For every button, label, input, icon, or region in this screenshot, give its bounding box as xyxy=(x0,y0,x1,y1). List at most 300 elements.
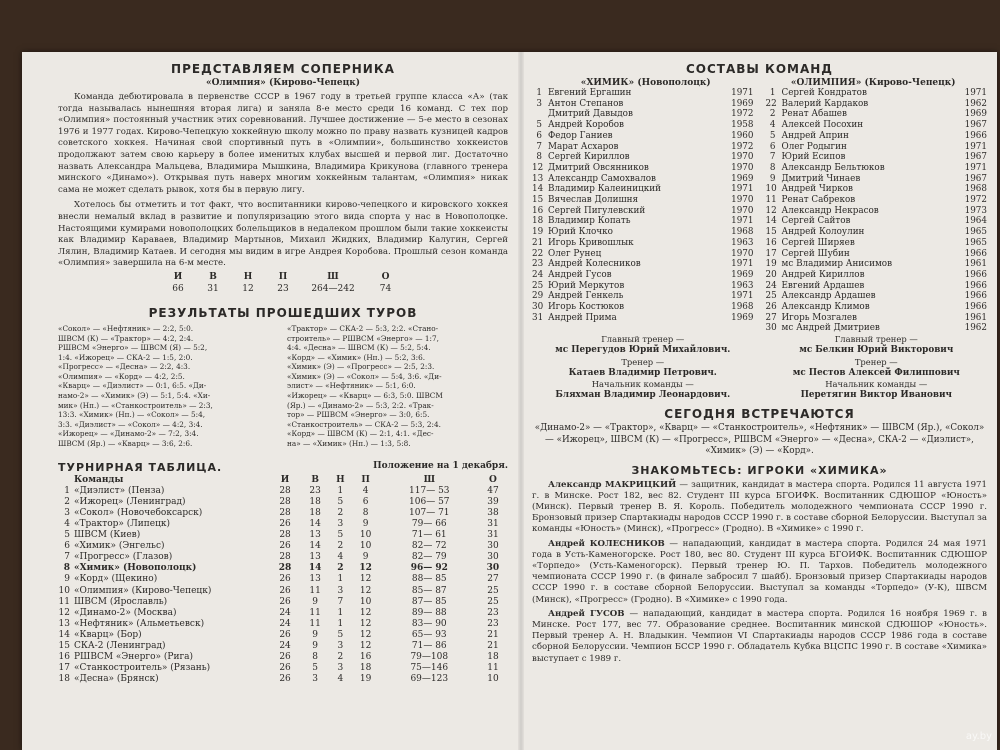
chief-label: Начальник команды — xyxy=(825,378,928,389)
team-name: «Динамо-2» (Москва) xyxy=(74,607,177,618)
player-year: 1966 xyxy=(964,248,987,259)
table-cell: 79— 66 xyxy=(411,519,447,529)
table-cell: 3 xyxy=(337,519,344,529)
stats-label: П xyxy=(278,271,288,282)
player-number: 19 xyxy=(532,227,544,238)
player-number: 7 xyxy=(769,152,776,163)
rosters-header xyxy=(532,78,987,88)
table-cell: 31 xyxy=(487,519,499,529)
result-line: «Корд» — «Химик» (Нп.) — 5:2, 3:6. xyxy=(287,352,426,362)
player-name: Сергей Сайтов xyxy=(781,216,851,227)
team-name: «Химик» (Новополоцк) xyxy=(74,563,197,574)
player-row xyxy=(532,152,754,163)
standings-col-pos xyxy=(58,475,74,486)
player-bio xyxy=(532,539,987,606)
player-row xyxy=(532,313,754,324)
coach-name: мс Пестов Алексей Филиппович xyxy=(792,367,960,378)
table-cell: 14 xyxy=(308,563,322,574)
table-cell: 1 xyxy=(337,618,344,629)
left-column xyxy=(58,62,508,685)
table-cell: 7 xyxy=(64,552,70,563)
player-number: 17 xyxy=(765,248,777,259)
table-cell: 9 xyxy=(312,596,318,607)
table-cell: 12 xyxy=(359,641,372,652)
table-cell: 17 xyxy=(58,663,70,674)
table-cell: 30 xyxy=(487,541,499,552)
player-row xyxy=(766,99,988,110)
player-row xyxy=(532,109,754,120)
table-cell: 71— 61 xyxy=(411,530,447,541)
table-cell: 11 xyxy=(487,663,499,674)
table-cell: 26 xyxy=(279,585,291,596)
table-cell: 14 xyxy=(309,541,321,552)
player-row xyxy=(766,120,988,131)
table-cell: 31 xyxy=(487,530,499,541)
table-cell: 28 xyxy=(279,485,291,496)
result-line: строитель» — РШВСМ «Энерго» — 1:7, xyxy=(287,333,439,343)
table-cell: 26 xyxy=(279,629,291,640)
today-title: СЕГОДНЯ ВСТРЕЧАЮТСЯ xyxy=(664,407,855,422)
table-cell: 5 xyxy=(64,530,70,541)
team-name: «Станкостроитель» (Рязань) xyxy=(74,663,211,674)
table-cell: 28 xyxy=(279,507,291,518)
player-year: 1961 xyxy=(964,312,987,323)
player-name: Дмитрий Овсянников xyxy=(548,162,649,173)
table-cell: 5 xyxy=(337,530,344,541)
table-row xyxy=(58,597,508,608)
table-cell: 65— 93 xyxy=(411,629,447,640)
player-number: 19 xyxy=(765,259,777,270)
table-row xyxy=(58,552,508,563)
player-row xyxy=(532,302,754,313)
table-cell: 9 xyxy=(362,552,369,563)
player-name: Антон Степанов xyxy=(548,98,624,109)
table-cell: 2 xyxy=(337,507,344,518)
result-line: «Трактор» — СКА-2 — 5:3, 2:2. «Стано- xyxy=(287,323,439,333)
player-name: Сергей Кондратов xyxy=(781,88,867,98)
table-cell: 3 xyxy=(64,507,70,518)
player-name: Андрей Коробов xyxy=(548,120,625,131)
team-name: «Трактор» (Липецк) xyxy=(74,519,171,529)
standings-table xyxy=(58,475,508,686)
player-name: Александр Самохвалов xyxy=(548,173,656,184)
player-name: Евгений Ергашин xyxy=(548,88,632,98)
table-cell: 71— 86 xyxy=(411,641,447,652)
player-number: 2 xyxy=(769,109,776,120)
player-number: 8 xyxy=(536,152,542,163)
player-year: 1968 xyxy=(964,184,987,195)
table-cell: 12 xyxy=(359,574,372,585)
table-cell: 39 xyxy=(487,496,499,507)
table-cell: 12 xyxy=(359,629,372,640)
chief-label: Начальник команды — xyxy=(591,378,694,389)
player-number: 5 xyxy=(536,120,542,131)
right-column xyxy=(532,62,987,665)
player-name: Александр Бельтюков xyxy=(781,162,885,173)
player-number: 15 xyxy=(765,227,777,238)
player-number: 4 xyxy=(769,120,776,131)
table-cell: 8 xyxy=(63,563,70,574)
player-number: 1 xyxy=(536,88,542,98)
table-cell: 16 xyxy=(359,652,372,663)
player-name: мс Владимир Анисимов xyxy=(781,259,893,270)
player-year: 1962 xyxy=(964,98,987,109)
player-name: Андрей Кириллов xyxy=(781,269,865,280)
player-number: 12 xyxy=(532,162,544,173)
player-name: Сергей Ширяев xyxy=(781,237,855,248)
rosters xyxy=(532,88,987,334)
player-row xyxy=(766,281,988,292)
table-cell: 75—146 xyxy=(410,663,449,674)
player-year: 1970 xyxy=(731,162,754,173)
player-number: 23 xyxy=(532,259,544,270)
table-cell: 26 xyxy=(279,541,291,552)
table-row xyxy=(58,563,508,574)
team-name: ШВСМ (Киев) xyxy=(74,530,141,541)
player-name: Игорь Костюков xyxy=(548,302,625,313)
table-cell: 28 xyxy=(279,530,291,541)
table-cell: 79—108 xyxy=(410,652,449,663)
table-cell: 18 xyxy=(309,507,321,518)
team-name: СКА-2 (Ленинград) xyxy=(74,641,166,652)
head-coach-label: Главный тренер — xyxy=(601,334,685,345)
team-name: «Нефтяник» (Альметьевск) xyxy=(74,618,205,629)
player-name: Александр Некрасов xyxy=(781,205,879,216)
table-cell: 11 xyxy=(309,607,321,618)
table-row xyxy=(58,663,508,674)
stats-value: 31 xyxy=(207,283,219,294)
table-cell: 26 xyxy=(279,519,291,529)
player-name: мс Андрей Дмитриев xyxy=(781,323,880,334)
table-row xyxy=(58,497,508,508)
player-row xyxy=(766,109,988,120)
player-name: Ренат Сабреков xyxy=(781,195,856,206)
player-name: Дмитрий Давыдов xyxy=(548,109,633,120)
player-name: Вячеслав Долишня xyxy=(548,195,639,206)
player-row xyxy=(532,227,754,238)
player-year: 1967 xyxy=(964,173,987,184)
table-cell: 117— 53 xyxy=(409,485,450,496)
player-year: 1966 xyxy=(964,269,987,280)
table-cell: 24 xyxy=(279,618,291,629)
table-cell: 4 xyxy=(337,552,344,563)
standings-col: Команды xyxy=(74,474,124,485)
player-row xyxy=(532,259,754,270)
table-cell: 2 xyxy=(337,652,344,663)
player-year: 1969 xyxy=(731,173,754,184)
table-cell: 2 xyxy=(337,563,344,574)
table-cell: 24 xyxy=(279,641,291,652)
team-name: «Десна» (Брянск) xyxy=(74,674,159,685)
team-name: «Диэлист» (Пенза) xyxy=(74,485,165,496)
table-cell: 2 xyxy=(64,496,70,507)
table-cell: 6 xyxy=(64,541,70,552)
player-number: 1 xyxy=(769,88,776,98)
table-row xyxy=(58,530,508,541)
player-name: Сергей Пигулевский xyxy=(548,205,646,216)
player-year: 1969 xyxy=(731,312,754,323)
table-cell: 9 xyxy=(312,629,318,640)
player-number: 5 xyxy=(769,130,776,141)
coach-label: Тренер — xyxy=(621,356,665,367)
player-number: 22 xyxy=(765,98,777,109)
table-cell: 11 xyxy=(309,585,321,596)
table-cell: 12 xyxy=(359,618,372,629)
bio-name: Андрей ГУСОВ xyxy=(548,608,625,619)
player-year: 1967 xyxy=(964,120,987,131)
player-number: 12 xyxy=(765,205,777,216)
opponent-paragraph-2: Хотелось бы отметить и тот факт, что воспитанники кирово-чепецкого и кировского хоккея внесли немалый вклад в развитие и популяризацию этого вида спорта у нас в Новополоцке. Настоящими кумирами новополоцких болельщиков в недалеком прошлом были такие хоккеисты как Владимир Караваев, Владимир Мартынов, Михаил Жидких, Владимир Калугин, Сергей Лялин, Владимир Катаев. И сегодня мы видим в игре Андрея Коробова. Прошлый сезон команда «Олимпия» завершила на 6-м месте. xyxy=(58,200,508,269)
player-row xyxy=(532,131,754,142)
player-year: 1963 xyxy=(731,237,754,248)
player-year: 1961 xyxy=(964,259,987,270)
table-cell: 24 xyxy=(279,607,291,618)
player-year: 1971 xyxy=(731,216,754,227)
player-row xyxy=(532,163,754,174)
player-name: Игорь Мозгалев xyxy=(781,312,857,323)
standings-header xyxy=(58,461,508,474)
table-cell: 10 xyxy=(359,596,372,607)
result-line: элист» — «Нефтяник» — 5:1, 6:0. xyxy=(287,381,416,391)
result-line: «Ижорец» — «Динамо-2» — 7:2, 3:4. xyxy=(58,429,199,439)
player-year: 1965 xyxy=(964,227,987,238)
table-row xyxy=(58,619,508,630)
player-name: Александр Климов xyxy=(781,302,870,313)
player-number: 10 xyxy=(765,184,777,195)
table-cell: 13 xyxy=(58,618,70,629)
table-cell: 11 xyxy=(58,596,70,607)
table-cell: 30 xyxy=(487,552,499,563)
player-number: 20 xyxy=(765,269,777,280)
stats-label: Ш xyxy=(327,271,339,282)
team-name: «Корд» (Щекино) xyxy=(74,574,158,585)
player-number: 24 xyxy=(532,269,544,280)
table-cell: 28 xyxy=(278,563,292,574)
player-number: 6 xyxy=(769,141,776,152)
stats-values xyxy=(58,284,508,294)
table-cell: 3 xyxy=(337,585,344,596)
table-cell: 88— 85 xyxy=(411,574,447,585)
standings-title: ТУРНИРНАЯ ТАБЛИЦА. xyxy=(58,460,223,474)
table-cell: 10 xyxy=(359,530,372,541)
table-cell: 30 xyxy=(486,563,500,574)
player-year: 1967 xyxy=(964,152,987,163)
stats-value: 66 xyxy=(172,283,184,294)
team-name: «Олимпия» (Кирово-Чепецк) xyxy=(74,585,212,596)
results-block xyxy=(58,324,508,449)
player-number: 15 xyxy=(532,195,544,206)
table-cell: 21 xyxy=(487,641,499,652)
player-year: 1966 xyxy=(964,130,987,141)
staff-team2 xyxy=(766,334,988,401)
stats-label: И xyxy=(173,271,183,282)
result-line: «Ижорец» — «Кварц» — 6:3, 5:0. ШВСМ xyxy=(287,391,443,401)
bio-text: — нападающий, кандидат в мастера спорта. Родился 16 ноября 1969 г. в Минске. Рост 177, вес 77. Образование среднее. Воспитанник минской СДЮШОР «Юность». Первый тренер А. Н. Владыкин. Чемпион VI Спартакиады народов СССР 1986 года в составе сборной Белоруссии. Чемпион БССР 1990 г. Обладатель Кубка ВЦСПС 1990 г. В составе «Химика» выступает с 1989 г. xyxy=(532,608,988,664)
table-cell: 18 xyxy=(487,652,499,663)
results-title: РЕЗУЛЬТАТЫ ПРОШЕДШИХ ТУРОВ xyxy=(148,305,418,320)
rosters-title: СОСТАВЫ КОМАНД xyxy=(685,62,833,76)
player-row xyxy=(532,216,754,227)
results-column-2 xyxy=(287,324,508,449)
player-name: Юрий Меркутов xyxy=(548,280,625,291)
result-line: мик» (Нп.) — «Станкостроитель» — 2:3, xyxy=(58,400,213,410)
player-row xyxy=(532,120,754,131)
bio-text: — нападающий, кандидат в мастера спорта. Родился 24 мая 1971 года в Усть-Каменогорске. Рост 180, вес 80. Студент III курса БГОИФК. Воспитанник СДЮШОР «Торпедо» (Усть-Каменогорск). Первый тренер Ю. П. Тархов. Победитель молодежного чемпионата СССР 1990 г. (в финале забросил 7 шайб). Бронзовый призер Спартакиады народов СССР 1990 г. в составе сборной Белоруссии. Выступал за команды «Торпедо» (У-К), ШВСМ (Минск), «Прогресс» (Гродно). В «Химике» с 1990 года. xyxy=(532,538,987,605)
team-name: «Кварц» (Бор) xyxy=(74,629,142,640)
result-line: «Сокол» — «Нефтяник» — 2:2, 5:0. xyxy=(58,323,194,333)
table-cell: 9 xyxy=(312,641,318,652)
player-number: 24 xyxy=(765,280,777,291)
table-cell: 82— 79 xyxy=(411,552,447,563)
player-number: 26 xyxy=(765,302,777,313)
table-cell: 23 xyxy=(309,485,321,496)
player-number: 16 xyxy=(532,205,544,216)
player-name: Алексей Посохин xyxy=(781,120,864,131)
table-cell: 8 xyxy=(362,507,369,518)
head-coach-label: Главный тренер — xyxy=(834,334,918,345)
player-year: 1970 xyxy=(731,195,754,206)
player-row xyxy=(766,131,988,142)
player-row xyxy=(532,238,754,249)
table-cell: 26 xyxy=(279,663,291,674)
player-row xyxy=(766,323,988,334)
table-row xyxy=(58,674,508,685)
player-bio xyxy=(532,480,987,536)
player-year: 1973 xyxy=(964,205,987,216)
result-line: 3:3. «Диэлист» — «Сокол» — 4:2, 3:4. xyxy=(58,419,203,429)
table-cell: 1 xyxy=(64,485,70,496)
table-cell: 38 xyxy=(487,507,499,518)
player-name: Владимир Копать xyxy=(548,216,631,227)
player-year: 1966 xyxy=(964,291,987,302)
player-number: 25 xyxy=(532,280,544,291)
player-number: 7 xyxy=(536,141,542,152)
player-row xyxy=(766,227,988,238)
table-cell: 9 xyxy=(64,574,70,585)
coach-label: Тренер — xyxy=(854,356,898,367)
table-row xyxy=(58,652,508,663)
table-cell: 1 xyxy=(337,607,344,618)
player-year: 1968 xyxy=(731,302,754,313)
player-row xyxy=(532,184,754,195)
standings-col: Н xyxy=(336,474,345,485)
player-name: Валерий Кардаков xyxy=(781,98,869,109)
player-year: 1966 xyxy=(964,302,987,313)
table-cell: 10 xyxy=(58,585,70,596)
player-number: 11 xyxy=(765,195,777,206)
player-row xyxy=(532,99,754,110)
stats-header xyxy=(58,272,508,282)
table-cell: 3 xyxy=(337,641,344,652)
table-cell: 4 xyxy=(64,519,70,529)
player-year: 1971 xyxy=(731,291,754,302)
player-year: 1971 xyxy=(964,141,987,152)
result-line: «Химик» (Э) — «Прогресс» — 2:5, 2:3. xyxy=(287,362,435,372)
table-cell: 6 xyxy=(362,496,369,507)
coach-name: Катаев Владимир Петрович. xyxy=(568,367,717,378)
player-row xyxy=(766,142,988,153)
table-cell: 14 xyxy=(309,519,321,529)
player-year: 1970 xyxy=(731,152,754,163)
player-name: Евгений Ардашев xyxy=(781,280,865,291)
table-cell: 4 xyxy=(337,674,344,685)
table-cell: 2 xyxy=(337,541,344,552)
player-row xyxy=(766,184,988,195)
standings-date: Положение на 1 декабря. xyxy=(373,460,508,471)
player-name: Сергей Шубин xyxy=(781,248,850,259)
player-name: Андрей Чирков xyxy=(781,184,853,195)
standings-columns xyxy=(58,475,508,486)
table-cell: 12 xyxy=(359,607,372,618)
table-cell: 69—123 xyxy=(410,674,449,685)
table-cell: 5 xyxy=(312,663,318,674)
player-name: Юрий Клочко xyxy=(548,227,613,238)
result-line: тор» — РШВСМ «Энерго» — 3:0, 6:5. xyxy=(287,410,430,420)
table-cell: 9 xyxy=(362,519,369,529)
player-number: 3 xyxy=(536,98,542,109)
table-cell: 27 xyxy=(487,574,499,585)
team1-name: «ХИМИК» (Новополоцк) xyxy=(580,78,711,88)
table-row xyxy=(58,508,508,519)
team-name: ШВСМ (Ярославль) xyxy=(74,596,168,607)
player-number xyxy=(532,109,548,120)
player-row xyxy=(532,195,754,206)
player-row xyxy=(766,238,988,249)
team-name: «Прогресс» (Глазов) xyxy=(74,552,173,563)
result-line: 1:4. «Ижорец» — СКА-2 — 1:5, 2:0. xyxy=(58,352,193,362)
player-row xyxy=(766,259,988,270)
result-line: 4:4. «Десна» — ШВСМ (К) — 5:2, 5:4. xyxy=(287,343,431,353)
player-row xyxy=(766,249,988,260)
meet-title: ЗНАКОМЬТЕСЬ: ИГРОКИ «ХИМИКА» xyxy=(631,463,888,477)
player-number: 29 xyxy=(532,291,544,302)
table-cell: 19 xyxy=(359,674,372,685)
roster-team2 xyxy=(766,88,988,334)
standings-col: В xyxy=(311,474,319,485)
table-cell: 23 xyxy=(487,618,499,629)
opponent-subtitle: «Олимпия» (Кирово-Чепецк) xyxy=(205,78,361,88)
table-row xyxy=(58,641,508,652)
player-number: 6 xyxy=(536,130,542,141)
table-cell: 10 xyxy=(487,674,499,685)
table-cell: 15 xyxy=(58,641,70,652)
player-year: 1963 xyxy=(731,280,754,291)
player-number: 30 xyxy=(765,323,777,334)
player-row xyxy=(766,216,988,227)
standings-col: Ш xyxy=(423,474,435,485)
player-name: Владимир Калеиницкий xyxy=(548,184,662,195)
table-cell: 26 xyxy=(279,674,291,685)
table-cell: 3 xyxy=(312,674,318,685)
table-cell: 16 xyxy=(58,652,70,663)
table-cell: 23 xyxy=(487,607,499,618)
table-cell: 13 xyxy=(309,574,321,585)
result-line: намо-2» — «Химик» (Э) — 5:1, 5:4. «Хи- xyxy=(58,391,211,401)
stats-value: 12 xyxy=(242,283,254,294)
table-cell: 4 xyxy=(362,485,369,496)
bio-text: — защитник, кандидат в мастера спорта. Родился 11 августа 1971 г. в Минске. Рост 182, вес 82. Студент III курса БГОИФК. Воспитанник СДЮШОР «Юность» (Минск). Первый тренер В. Я. Король. Победитель молодежного чемпионата СССР 1990 г. Бронзовый призер Спартакиады народов СССР 1990 г. в составе сборной Белоруссии. Выступал за команды «Юность» (Минск), «Прогресс» (Гродно). В «Химике» с 1990 г. xyxy=(532,479,987,535)
stats-label: В xyxy=(209,271,217,282)
player-number: 14 xyxy=(765,216,777,227)
team-name: «Сокол» (Новочебоксарск) xyxy=(74,507,203,518)
player-row xyxy=(766,313,988,324)
player-row xyxy=(532,206,754,217)
player-year: 1958 xyxy=(731,120,754,131)
player-year: 1972 xyxy=(964,195,987,206)
player-name: Дмитрий Чинаев xyxy=(781,173,861,184)
player-row xyxy=(766,152,988,163)
today-matches: «Динамо-2» — «Трактор», «Кварц» — «Станкостроитель», «Нефтяник» — ШВСМ (Яр.), «Сокол» — «Ижорец», ШВСМ (К) — «Прогресс», РШВСМ «Энерго» — «Десна», СКА-2 — «Диэлист», «Химик» (Э) — «Корд». xyxy=(534,423,985,457)
